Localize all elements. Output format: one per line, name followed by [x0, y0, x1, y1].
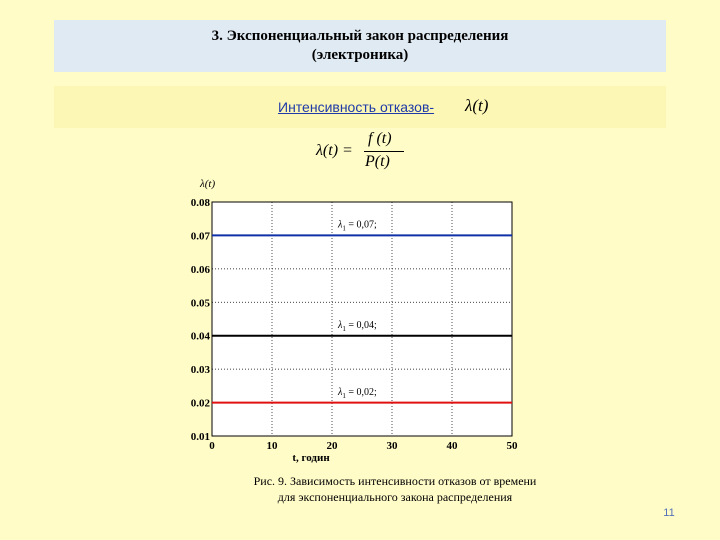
slide-title-line1: 3. Экспоненциальный закон распределения [211, 28, 509, 44]
slide-title [54, 20, 666, 72]
y-tick-label: 0.05 [190, 297, 210, 310]
x-tick-label: 40 [446, 440, 458, 452]
caption-line1: Рис. 9. Зависимость интенсивности отказов от времени [253, 474, 537, 488]
failure-rate-chart [180, 176, 540, 470]
y-tick-label: 0.03 [190, 364, 210, 377]
figure-caption [180, 473, 610, 505]
formula-denominator: P(t) [365, 153, 390, 170]
formula-lhs: λ(t) = [316, 142, 353, 159]
lambda-symbol: λ(t) [465, 96, 489, 115]
fraction-bar [364, 151, 404, 152]
y-tick-label: 0.06 [190, 263, 210, 276]
caption-line2: для экспоненциального закона распределения [277, 490, 513, 504]
x-tick-label: 20 [326, 440, 338, 452]
formula-numerator: f (t) [368, 130, 392, 147]
slide-title-line2: (электроника) [311, 47, 409, 63]
series-label: $\lambda_1 = 0,04$; [338, 319, 377, 333]
y-tick-label: 0.04 [190, 330, 210, 343]
y-tick-label: 0.07 [190, 230, 210, 243]
page-number: 11 [663, 507, 675, 519]
x-tick-label: 30 [386, 440, 398, 452]
x-tick-label: 10 [266, 440, 278, 452]
series-label: $\lambda_1 = 0,02$; [338, 386, 377, 400]
x-axis-label: t, годин [292, 452, 330, 464]
x-tick-label: 0 [209, 440, 215, 452]
y-tick-label: 0.02 [190, 397, 210, 410]
subtitle-link[interactable]: Интенсивность отказов- [278, 99, 435, 115]
y-axis-label: λ(t) [200, 178, 216, 190]
y-tick-label: 0.01 [190, 431, 210, 443]
x-tick-label: 50 [506, 440, 518, 452]
y-tick-label: 0.08 [190, 197, 210, 209]
series-label: $\lambda_1 = 0,07$; [338, 219, 377, 233]
intensity-formula [316, 130, 406, 170]
